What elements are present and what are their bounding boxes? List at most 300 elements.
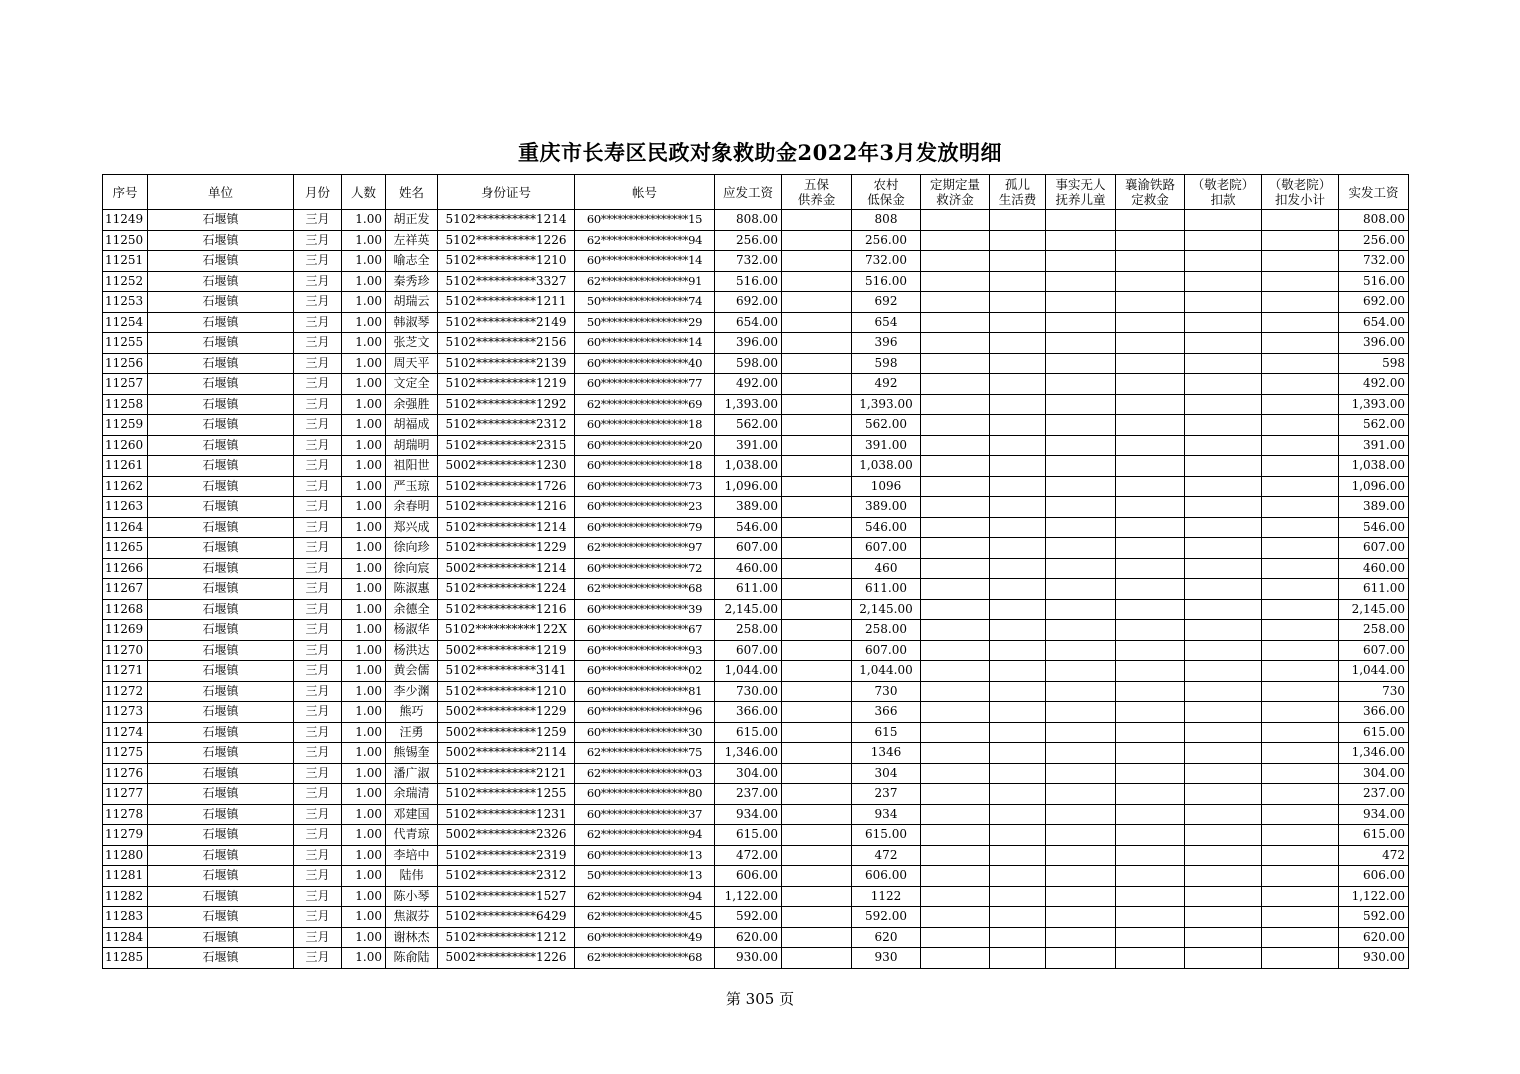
table-cell [1262, 210, 1339, 231]
table-cell: 60****************15 [575, 210, 715, 231]
table-cell: 60****************72 [575, 558, 715, 579]
table-row [103, 763, 1409, 784]
table-cell: 50****************29 [575, 312, 715, 333]
table-cell [1185, 292, 1262, 313]
table-cell [1185, 312, 1262, 333]
table-cell [1185, 661, 1262, 682]
table-cell: 11252 [103, 271, 148, 292]
table-cell: 1.00 [342, 538, 386, 559]
table-cell: 11258 [103, 394, 148, 415]
table-cell [1262, 353, 1339, 374]
table-cell [921, 456, 990, 477]
table-cell: 三月 [294, 907, 342, 928]
table-cell: 5102**********2156 [438, 333, 575, 354]
table-cell [1262, 230, 1339, 251]
table-cell: 366.00 [715, 702, 782, 723]
table-cell [1116, 271, 1185, 292]
table-cell [1185, 374, 1262, 395]
table-cell [1116, 251, 1185, 272]
table-cell: 三月 [294, 825, 342, 846]
table-cell: 5102**********2121 [438, 763, 575, 784]
table-row [103, 394, 1409, 415]
table-cell [1262, 558, 1339, 579]
table-cell: 余春明 [386, 497, 438, 518]
table-cell: 5102**********1726 [438, 476, 575, 497]
table-cell [1046, 435, 1116, 456]
table-cell [1046, 702, 1116, 723]
table-row [103, 948, 1409, 969]
table-cell: 陈俞陆 [386, 948, 438, 969]
table-cell [990, 251, 1046, 272]
table-cell: 598.00 [715, 353, 782, 374]
table-cell [1046, 230, 1116, 251]
table-cell [1116, 394, 1185, 415]
table-cell [782, 784, 852, 805]
table-cell: 516.00 [1339, 271, 1409, 292]
table-cell: 杨淑华 [386, 620, 438, 641]
table-cell [782, 825, 852, 846]
table-cell: 592.00 [1339, 907, 1409, 928]
table-cell: 1.00 [342, 948, 386, 969]
table-cell [1046, 210, 1116, 231]
table-cell: 11261 [103, 456, 148, 477]
table-cell: 607.00 [715, 640, 782, 661]
table-cell: 1.00 [342, 251, 386, 272]
table-cell [1185, 497, 1262, 518]
table-cell [1262, 620, 1339, 641]
table-cell [921, 210, 990, 231]
table-cell: 60****************39 [575, 599, 715, 620]
table-cell: 1.00 [342, 415, 386, 436]
table-cell: 石堰镇 [148, 927, 294, 948]
table-cell: 胡正发 [386, 210, 438, 231]
table-cell [921, 804, 990, 825]
table-cell: 62****************03 [575, 763, 715, 784]
table-cell: 1.00 [342, 333, 386, 354]
table-cell: 1.00 [342, 312, 386, 333]
table-cell: 615.00 [852, 825, 921, 846]
table-cell [1262, 661, 1339, 682]
table-cell: 陆伟 [386, 866, 438, 887]
table-cell [1262, 743, 1339, 764]
table-cell: 60****************79 [575, 517, 715, 538]
table-cell [1185, 271, 1262, 292]
table-cell: 592.00 [715, 907, 782, 928]
table-cell: 1.00 [342, 845, 386, 866]
table-cell [782, 763, 852, 784]
table-cell: 60****************37 [575, 804, 715, 825]
table-cell: 秦秀珍 [386, 271, 438, 292]
table-cell: 5102**********1211 [438, 292, 575, 313]
table-cell [1116, 763, 1185, 784]
table-cell [1185, 845, 1262, 866]
table-cell [782, 804, 852, 825]
table-cell: 陈淑惠 [386, 579, 438, 600]
table-cell [1116, 415, 1185, 436]
table-cell [990, 927, 1046, 948]
table-cell: 石堰镇 [148, 804, 294, 825]
table-cell: 三月 [294, 702, 342, 723]
table-cell: 62****************45 [575, 907, 715, 928]
table-cell [1185, 702, 1262, 723]
table-cell: 三月 [294, 845, 342, 866]
table-cell: 5002**********1226 [438, 948, 575, 969]
table-cell: 606.00 [715, 866, 782, 887]
table-cell [921, 333, 990, 354]
table-cell [921, 866, 990, 887]
table-cell: 1.00 [342, 661, 386, 682]
table-cell [1185, 599, 1262, 620]
table-cell [921, 784, 990, 805]
table-cell [1262, 804, 1339, 825]
table-cell: 60****************23 [575, 497, 715, 518]
table-cell: 11277 [103, 784, 148, 805]
table-cell: 三月 [294, 661, 342, 682]
table-cell: 熊巧 [386, 702, 438, 723]
table-cell [921, 722, 990, 743]
table-row [103, 538, 1409, 559]
table-cell: 934.00 [715, 804, 782, 825]
table-cell: 韩淑琴 [386, 312, 438, 333]
table-cell [921, 415, 990, 436]
table-cell [1116, 456, 1185, 477]
column-header: 孤儿 生活费 [990, 175, 1046, 210]
table-cell [782, 312, 852, 333]
table-cell: 三月 [294, 312, 342, 333]
table-cell: 三月 [294, 476, 342, 497]
table-cell: 杨洪达 [386, 640, 438, 661]
table-cell [921, 517, 990, 538]
table-cell: 代青琼 [386, 825, 438, 846]
table-cell: 11280 [103, 845, 148, 866]
table-cell [782, 845, 852, 866]
table-cell: 60****************18 [575, 456, 715, 477]
table-row [103, 640, 1409, 661]
table-cell: 5002**********1214 [438, 558, 575, 579]
table-cell [1185, 620, 1262, 641]
table-cell: 615 [852, 722, 921, 743]
table-cell: 607.00 [715, 538, 782, 559]
table-cell [1046, 579, 1116, 600]
table-cell [1116, 435, 1185, 456]
table-cell: 808.00 [715, 210, 782, 231]
table-cell: 11265 [103, 538, 148, 559]
table-cell: 三月 [294, 374, 342, 395]
table-cell: 1,393.00 [1339, 394, 1409, 415]
table-cell [1116, 661, 1185, 682]
table-cell: 11255 [103, 333, 148, 354]
table-cell: 5102**********2139 [438, 353, 575, 374]
table-cell: 石堰镇 [148, 271, 294, 292]
table-cell: 三月 [294, 640, 342, 661]
table-cell: 60****************67 [575, 620, 715, 641]
table-cell [990, 517, 1046, 538]
table-cell [1262, 681, 1339, 702]
table-cell [1116, 558, 1185, 579]
table-cell [1046, 312, 1116, 333]
table-cell: 808 [852, 210, 921, 231]
table-cell: 11250 [103, 230, 148, 251]
table-cell: 张芝文 [386, 333, 438, 354]
table-cell: 607.00 [1339, 640, 1409, 661]
table-cell [782, 476, 852, 497]
table-cell [1046, 456, 1116, 477]
page-number: 第 305 页 [725, 990, 795, 1008]
table-cell [1046, 292, 1116, 313]
table-cell [990, 312, 1046, 333]
table-row [103, 681, 1409, 702]
table-cell [990, 271, 1046, 292]
table-cell [782, 271, 852, 292]
table-cell [1116, 702, 1185, 723]
table-cell: 石堰镇 [148, 825, 294, 846]
table-header-row [103, 175, 1409, 210]
column-header: 帐号 [575, 175, 715, 210]
table-cell: 5102**********1527 [438, 886, 575, 907]
table-cell: 1.00 [342, 886, 386, 907]
table-cell [1262, 476, 1339, 497]
table-cell [782, 743, 852, 764]
table-cell: 潘广淑 [386, 763, 438, 784]
table-cell: 1,393.00 [852, 394, 921, 415]
table-cell: 256.00 [1339, 230, 1409, 251]
table-cell: 256.00 [852, 230, 921, 251]
table-cell: 三月 [294, 784, 342, 805]
table-cell: 1.00 [342, 271, 386, 292]
table-cell: 1.00 [342, 763, 386, 784]
table-cell [921, 599, 990, 620]
table-cell [990, 333, 1046, 354]
table-cell: 11276 [103, 763, 148, 784]
table-cell [1262, 825, 1339, 846]
table-cell: 胡瑞明 [386, 435, 438, 456]
table-cell [921, 579, 990, 600]
table-cell [1185, 681, 1262, 702]
table-cell [782, 599, 852, 620]
table-cell: 5102**********2319 [438, 845, 575, 866]
table-cell: 460 [852, 558, 921, 579]
table-cell [1046, 620, 1116, 641]
table-cell: 654.00 [715, 312, 782, 333]
table-cell: 1.00 [342, 784, 386, 805]
table-cell: 50****************74 [575, 292, 715, 313]
table-cell: 615.00 [1339, 825, 1409, 846]
table-cell [1262, 599, 1339, 620]
table-cell [921, 661, 990, 682]
table-cell [1046, 558, 1116, 579]
table-cell [1046, 271, 1116, 292]
table-cell [1185, 763, 1262, 784]
table-cell [782, 333, 852, 354]
column-header: 序号 [103, 175, 148, 210]
table-cell: 654.00 [1339, 312, 1409, 333]
table-row [103, 292, 1409, 313]
table-cell: 391.00 [1339, 435, 1409, 456]
table-cell [1046, 681, 1116, 702]
table-cell: 60****************20 [575, 435, 715, 456]
table-cell: 389.00 [852, 497, 921, 518]
table-cell: 930 [852, 948, 921, 969]
table-cell: 三月 [294, 743, 342, 764]
table-cell [1185, 415, 1262, 436]
table-cell: 11256 [103, 353, 148, 374]
table-cell: 730 [852, 681, 921, 702]
table-cell: 1.00 [342, 456, 386, 477]
table-cell [782, 866, 852, 887]
table-cell: 5102**********1292 [438, 394, 575, 415]
table-cell: 5102**********1219 [438, 374, 575, 395]
table-cell: 60****************49 [575, 927, 715, 948]
table-cell: 邓建国 [386, 804, 438, 825]
table-cell [990, 394, 1046, 415]
table-cell: 1.00 [342, 804, 386, 825]
table-cell [1116, 825, 1185, 846]
table-cell [1185, 948, 1262, 969]
table-cell: 472 [1339, 845, 1409, 866]
table-cell [1185, 333, 1262, 354]
table-cell [1116, 292, 1185, 313]
table-cell [990, 845, 1046, 866]
table-cell: 1.00 [342, 722, 386, 743]
table-cell: 11283 [103, 907, 148, 928]
table-cell: 1.00 [342, 394, 386, 415]
table-cell [921, 825, 990, 846]
table-row [103, 845, 1409, 866]
table-cell: 615.00 [1339, 722, 1409, 743]
table-cell: 1.00 [342, 866, 386, 887]
table-cell: 李培中 [386, 845, 438, 866]
table-cell: 60****************73 [575, 476, 715, 497]
table-cell: 1.00 [342, 927, 386, 948]
table-cell: 三月 [294, 435, 342, 456]
table-cell: 11274 [103, 722, 148, 743]
table-cell [782, 579, 852, 600]
table-cell: 60****************81 [575, 681, 715, 702]
table-cell: 62****************75 [575, 743, 715, 764]
table-cell: 1,038.00 [715, 456, 782, 477]
table-cell: 934.00 [1339, 804, 1409, 825]
table-cell: 562.00 [1339, 415, 1409, 436]
table-cell [1262, 948, 1339, 969]
table-row [103, 435, 1409, 456]
table-cell: 592.00 [852, 907, 921, 928]
table-cell: 11272 [103, 681, 148, 702]
table-row [103, 927, 1409, 948]
table-cell [1046, 825, 1116, 846]
table-cell: 石堰镇 [148, 743, 294, 764]
table-cell: 石堰镇 [148, 907, 294, 928]
table-cell [1116, 538, 1185, 559]
table-cell: 60****************96 [575, 702, 715, 723]
table-cell: 三月 [294, 292, 342, 313]
table-cell [990, 661, 1046, 682]
table-cell [1046, 599, 1116, 620]
table-cell: 2,145.00 [715, 599, 782, 620]
table-cell: 11257 [103, 374, 148, 395]
table-cell: 11249 [103, 210, 148, 231]
table-cell: 左祥英 [386, 230, 438, 251]
table-cell: 石堰镇 [148, 251, 294, 272]
table-cell: 546.00 [1339, 517, 1409, 538]
table-cell: 1.00 [342, 374, 386, 395]
table-cell: 5102**********1229 [438, 538, 575, 559]
table-cell: 237 [852, 784, 921, 805]
table-cell: 258.00 [1339, 620, 1409, 641]
table-cell [1116, 866, 1185, 887]
table-cell: 562.00 [852, 415, 921, 436]
table-cell: 258.00 [852, 620, 921, 641]
table-cell [990, 538, 1046, 559]
table-cell: 366 [852, 702, 921, 723]
table-cell: 熊锡奎 [386, 743, 438, 764]
table-cell: 11259 [103, 415, 148, 436]
table-cell: 1.00 [342, 353, 386, 374]
table-cell [1046, 517, 1116, 538]
table-cell [782, 640, 852, 661]
table-cell: 石堰镇 [148, 435, 294, 456]
table-cell [782, 394, 852, 415]
table-cell [1185, 230, 1262, 251]
table-cell: 1,044.00 [1339, 661, 1409, 682]
table-cell: 11282 [103, 886, 148, 907]
table-cell [1185, 456, 1262, 477]
table-cell: 5102**********1255 [438, 784, 575, 805]
table-cell [1262, 763, 1339, 784]
table-cell [990, 866, 1046, 887]
table-cell [1116, 722, 1185, 743]
table-cell: 492.00 [1339, 374, 1409, 395]
table-cell [990, 210, 1046, 231]
table-cell [990, 292, 1046, 313]
table-cell: 460.00 [715, 558, 782, 579]
table-cell: 1,038.00 [852, 456, 921, 477]
table-cell: 1.00 [342, 497, 386, 518]
table-cell [1262, 784, 1339, 805]
table-cell: 三月 [294, 558, 342, 579]
table-cell [1262, 333, 1339, 354]
table-cell [1185, 927, 1262, 948]
table-cell [921, 620, 990, 641]
table-cell [921, 640, 990, 661]
table-cell: 1,346.00 [715, 743, 782, 764]
table-cell: 258.00 [715, 620, 782, 641]
table-cell: 5102**********6429 [438, 907, 575, 928]
table-cell: 5102**********1214 [438, 517, 575, 538]
table-cell: 三月 [294, 271, 342, 292]
table-cell: 11284 [103, 927, 148, 948]
table-cell [1046, 743, 1116, 764]
table-cell: 11270 [103, 640, 148, 661]
table-cell [782, 292, 852, 313]
table-cell: 石堰镇 [148, 210, 294, 231]
table-cell [1262, 374, 1339, 395]
table-cell [782, 538, 852, 559]
table-cell [1116, 210, 1185, 231]
table-cell [782, 210, 852, 231]
column-header: 月份 [294, 175, 342, 210]
table-cell [1185, 435, 1262, 456]
table-cell: 598 [1339, 353, 1409, 374]
table-cell [1046, 353, 1116, 374]
table-cell: 60****************13 [575, 845, 715, 866]
table-cell [1046, 927, 1116, 948]
table-cell [990, 456, 1046, 477]
table-cell [921, 886, 990, 907]
table-cell [921, 845, 990, 866]
table-cell: 732.00 [852, 251, 921, 272]
table-cell: 石堰镇 [148, 353, 294, 374]
table-cell: 三月 [294, 620, 342, 641]
